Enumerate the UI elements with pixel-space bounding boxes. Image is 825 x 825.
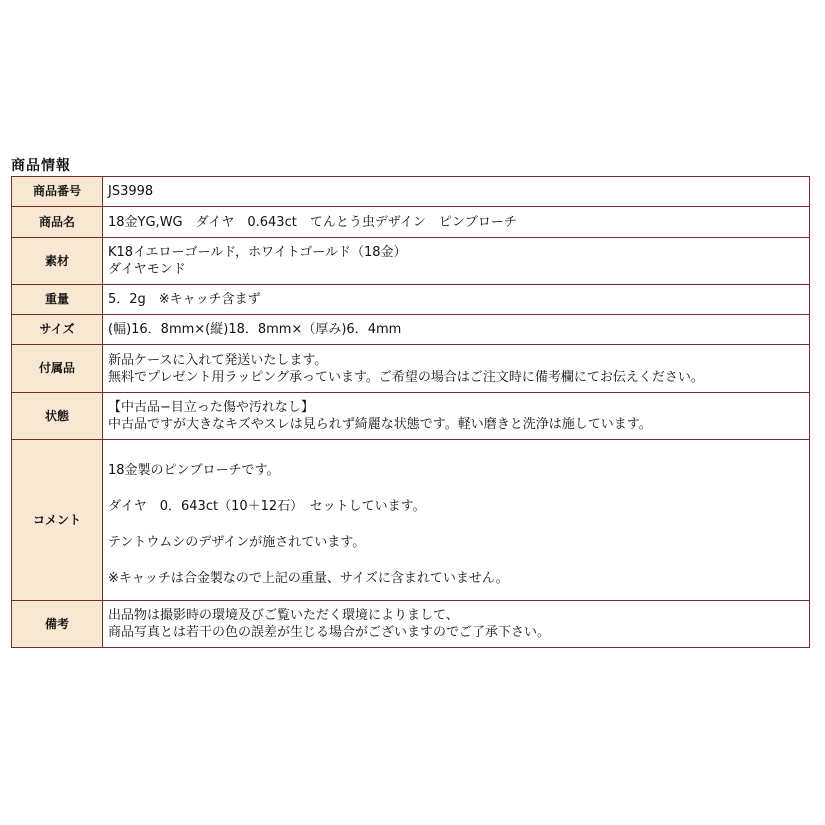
- row-value: [103, 207, 810, 238]
- table-row-accessories: [12, 345, 810, 393]
- value-line: 5．2g ※キャッチ含まず: [108, 292, 261, 307]
- table-row-remarks: [12, 601, 810, 648]
- row-label: 商品番号: [12, 177, 103, 207]
- row-value: [103, 238, 810, 285]
- row-value: [103, 601, 810, 648]
- row-label: コメント: [12, 440, 103, 601]
- row-label: サイズ: [12, 315, 103, 345]
- comment-paragraph: テントウムシのデザインが施されています。: [108, 534, 366, 550]
- value-line: ダイヤモンド: [108, 262, 186, 277]
- table-row-condition: [12, 393, 810, 440]
- value-line: JS3998: [108, 184, 154, 199]
- value-line: 18金YG,WG ダイヤ 0.643ct てんとう虫デザイン ピンブローチ: [108, 214, 517, 230]
- value-line: 出品物は撮影時の環境及びご覧いただく環境によりまして、: [108, 608, 459, 623]
- row-label: 商品名: [12, 207, 103, 238]
- row-label: 重量: [12, 285, 103, 315]
- value-line: (幅)16．8mm×(縦)18．8mm×（厚み)6．4mm: [108, 322, 402, 337]
- row-value: [103, 345, 810, 393]
- row-label: 素材: [12, 238, 103, 285]
- table-row-weight: [12, 285, 810, 315]
- value-line: K18イエローゴールド，ホワイトゴールド（18金）: [108, 245, 407, 260]
- value-line: 商品写真とは若干の色の誤差が生じる場合がございますのでご了承下さい。: [108, 625, 551, 640]
- product-info-table: [11, 176, 810, 648]
- value-line: 無料でプレゼント用ラッピング承っています。ご希望の場合はご注文時に備考欄にてお伝えください。: [108, 369, 704, 385]
- value-line: 【中古品−目立った傷や汚れなし】: [108, 400, 314, 415]
- row-value: [103, 285, 810, 315]
- row-value: [103, 440, 810, 601]
- table-row-product-name: [12, 207, 810, 238]
- table-row-material: [12, 238, 810, 285]
- table-row-product-number: [12, 177, 810, 207]
- row-value: [103, 393, 810, 440]
- table-row-comment: [12, 440, 810, 601]
- comment-paragraph: ※キャッチは合金製なので上記の重量、サイズに含まれていません。: [108, 570, 509, 586]
- row-label: 状態: [12, 393, 103, 440]
- row-value: [103, 177, 810, 207]
- row-label: 付属品: [12, 345, 103, 393]
- value-line: 中古品ですが大きなキズやスレは見られず綺麗な状態です。軽い磨きと洗浄は施しています。: [108, 417, 652, 432]
- row-value: [103, 315, 810, 345]
- comment-paragraph: ダイヤ 0．643ct（10＋12石） セットしています。: [108, 498, 426, 514]
- row-label: 備考: [12, 601, 103, 648]
- value-line: 新品ケースに入れて発送いたします。: [108, 352, 328, 368]
- comment-paragraph: 18金製のピンブローチです。: [108, 462, 280, 478]
- section-title: 商品情報: [11, 158, 71, 174]
- table-row-size: [12, 315, 810, 345]
